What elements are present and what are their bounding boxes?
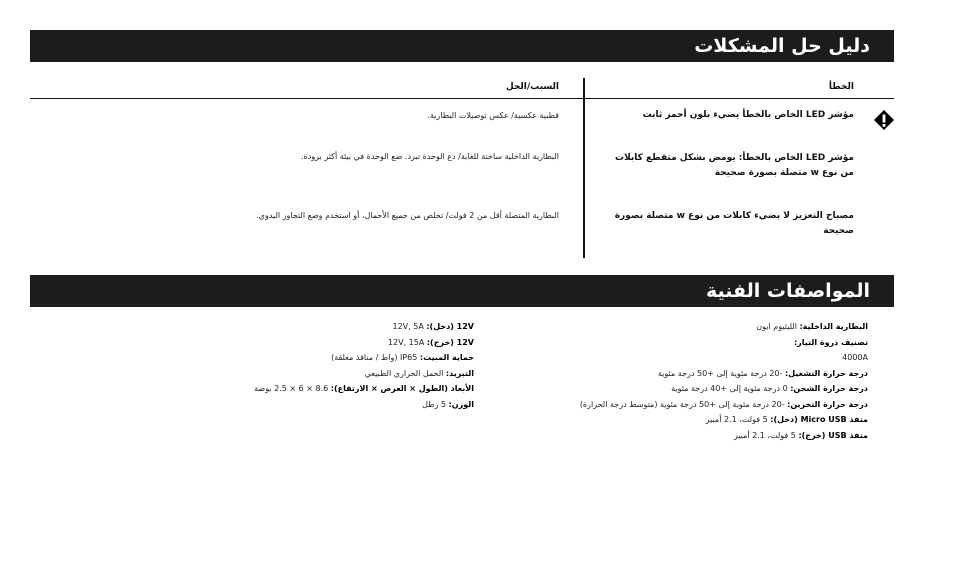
- spec-line: 4000A: [842, 353, 868, 362]
- warning-diamond-icon: [873, 109, 895, 131]
- specs-title: المواصفات الفنية: [705, 280, 870, 302]
- troubleshooting-title-bar: [30, 30, 894, 62]
- spec-line: منفذ USB (خرج): 5 فولت، 2.1 أمبير: [733, 430, 868, 440]
- error-column-header: الخطأ: [828, 82, 854, 92]
- specs-right-column: [580, 319, 868, 443]
- specs-left-column: [254, 319, 474, 412]
- solution-row-1: قطبية عكسية/ عكس توصيلات البطارية.: [427, 111, 559, 120]
- specs-title-bar: [30, 275, 894, 307]
- spec-line: درجة حرارة التخزين: -20 درجة مئوية إلى +50 درجة مئوية (متوسط درجة الحرارة): [579, 399, 868, 409]
- column-divider: [583, 78, 585, 258]
- spec-line: الوزن: 5 رطل: [422, 399, 474, 409]
- spec-line: 12V (خرج): 12V, 15A: [387, 337, 474, 347]
- header-divider: [30, 98, 894, 99]
- spec-line: تصنيف ذروة التيار:: [793, 337, 868, 347]
- spec-line: البطارية الداخلية: الليثيوم ايون: [756, 322, 868, 331]
- spec-line: درجة حرارة الشحن: 0 درجة مئوية إلى +40 درجة مئوية: [671, 384, 868, 393]
- solution-column-header: السبب/الحل: [505, 82, 559, 92]
- solution-row-3: البطارية المتصلة أقل من 2 فولت/ تخلص من جميع الأحمال، أو استخدم وضع التجاوز اليدوي.: [256, 211, 559, 220]
- error-row-2: مؤشر LED الخاص بالخطأ: يومض بشكل متقطع كابلات من نوع w متصلة بصورة صحيحة: [615, 153, 854, 178]
- spec-line: منفذ Micro USB (دخل): 5 فولت، 2.1 أمبير: [705, 415, 868, 424]
- spec-line: الأبعاد (الطول × العرض × الارتفاع): 8.6 × 6 × 2.5 بوصة: [254, 384, 474, 393]
- troubleshooting-title: دليل حل المشكلات: [694, 35, 870, 57]
- error-row-3: مصباح التعزيز لا يضيء كابلات من نوع w متصلة بصورة صحيحة: [614, 211, 854, 236]
- solution-row-2: البطارية الداخلية ساخنة للغاية/ دع الوحدة تبرد. ضع الوحدة في بيئة أكثر برودة.: [300, 152, 559, 161]
- spec-line: 12V (دخل): 12V, 5A: [392, 322, 474, 331]
- spec-line: حماية المبيت: IP65 (واط / منافذ مغلقة): [331, 353, 474, 362]
- error-row-1: مؤشر LED الخاص بالخطأ يضيء بلون أحمر ثابت: [642, 110, 854, 120]
- spec-line: التبريد: الحمل الحراري الطبيعي: [364, 368, 474, 378]
- spec-line: درجة حرارة التشغيل: -20 درجة مئوية إلى +50 درجة مئوية: [657, 368, 868, 378]
